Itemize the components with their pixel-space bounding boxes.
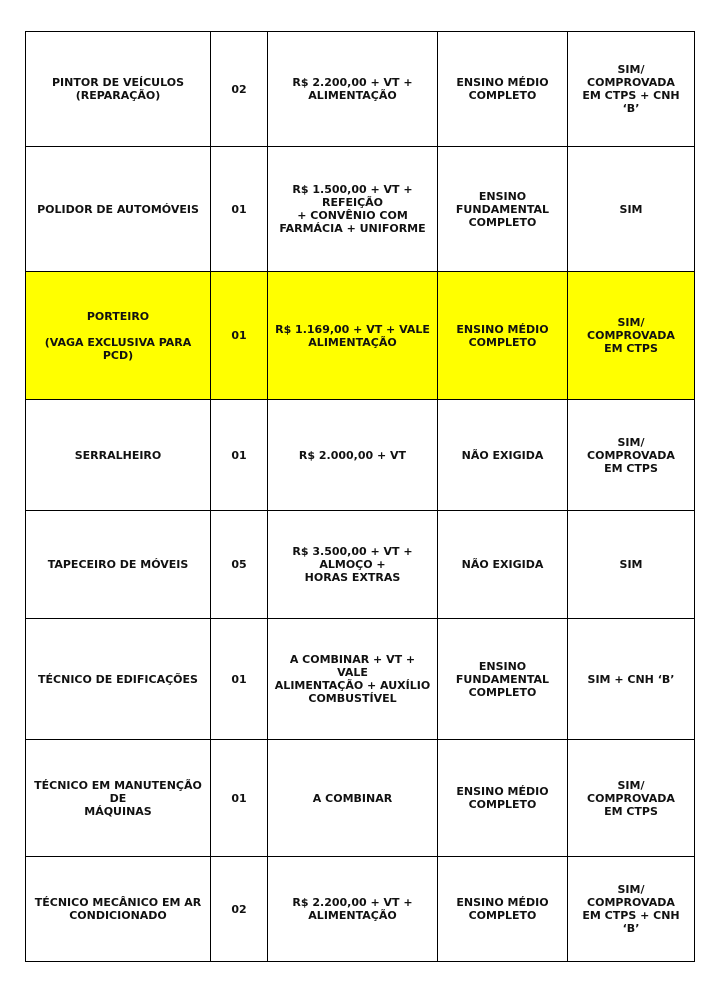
table-row — [26, 857, 695, 962]
vagas-cell: 01 — [211, 400, 268, 511]
vagas-cell: 02 — [211, 32, 268, 147]
table-row — [26, 32, 695, 147]
escolaridade-cell: ENSINO MÉDIO COMPLETO — [438, 857, 568, 962]
experiencia-cell: SIM/ COMPROVADA EM CTPS — [568, 400, 695, 511]
cargo-cell: PINTOR DE VEÍCULOS (REPARAÇÃO) — [26, 32, 211, 147]
job-vacancies-table — [25, 31, 695, 962]
vagas-cell: 01 — [211, 147, 268, 272]
experiencia-cell: SIM + CNH ‘B’ — [568, 619, 695, 740]
escolaridade-cell: ENSINO MÉDIO COMPLETO — [438, 272, 568, 400]
escolaridade-cell: ENSINO FUNDAMENTAL COMPLETO — [438, 147, 568, 272]
cargo-cell: TAPECEIRO DE MÓVEIS — [26, 511, 211, 619]
table-row — [26, 740, 695, 857]
salario-cell: R$ 3.500,00 + VT + ALMOÇO + HORAS EXTRAS — [268, 511, 438, 619]
salario-cell: R$ 2.200,00 + VT + ALIMENTAÇÃO — [268, 857, 438, 962]
cargo-cell: PORTEIRO (VAGA EXCLUSIVA PARA PCD) — [26, 272, 211, 400]
escolaridade-cell: ENSINO MÉDIO COMPLETO — [438, 740, 568, 857]
vagas-cell: 01 — [211, 740, 268, 857]
experiencia-cell: SIM/ COMPROVADA EM CTPS + CNH ‘B’ — [568, 857, 695, 962]
table-row — [26, 400, 695, 511]
cargo-cell: TÉCNICO DE EDIFICAÇÕES — [26, 619, 211, 740]
salario-cell: R$ 2.200,00 + VT + ALIMENTAÇÃO — [268, 32, 438, 147]
escolaridade-cell: ENSINO FUNDAMENTAL COMPLETO — [438, 619, 568, 740]
experiencia-cell: SIM/ COMPROVADA EM CTPS — [568, 740, 695, 857]
cargo-cell: POLIDOR DE AUTOMÓVEIS — [26, 147, 211, 272]
table-row — [26, 147, 695, 272]
vagas-cell: 05 — [211, 511, 268, 619]
vagas-cell: 02 — [211, 857, 268, 962]
escolaridade-cell: ENSINO MÉDIO COMPLETO — [438, 32, 568, 147]
experiencia-cell: SIM/ COMPROVADA EM CTPS — [568, 272, 695, 400]
cargo-cell: TÉCNICO EM MANUTENÇÃO DE MÁQUINAS — [26, 740, 211, 857]
table-row — [26, 619, 695, 740]
cargo-cell: SERRALHEIRO — [26, 400, 211, 511]
escolaridade-cell: NÃO EXIGIDA — [438, 511, 568, 619]
salario-cell: R$ 2.000,00 + VT — [268, 400, 438, 511]
vagas-cell: 01 — [211, 619, 268, 740]
salario-cell: R$ 1.169,00 + VT + VALE ALIMENTAÇÃO — [268, 272, 438, 400]
experiencia-cell: SIM — [568, 147, 695, 272]
vagas-cell: 01 — [211, 272, 268, 400]
experiencia-cell: SIM — [568, 511, 695, 619]
experiencia-cell: SIM/ COMPROVADA EM CTPS + CNH ‘B’ — [568, 32, 695, 147]
table-row-highlighted — [26, 272, 695, 400]
cargo-cell: TÉCNICO MECÂNICO EM AR CONDICIONADO — [26, 857, 211, 962]
table-row — [26, 511, 695, 619]
salario-cell: A COMBINAR + VT + VALE ALIMENTAÇÃO + AUXÍLIO COMBUSTÍVEL — [268, 619, 438, 740]
salario-cell: A COMBINAR — [268, 740, 438, 857]
escolaridade-cell: NÃO EXIGIDA — [438, 400, 568, 511]
salario-cell: R$ 1.500,00 + VT + REFEIÇÃO + CONVÊNIO COM FARMÁCIA + UNIFORME — [268, 147, 438, 272]
